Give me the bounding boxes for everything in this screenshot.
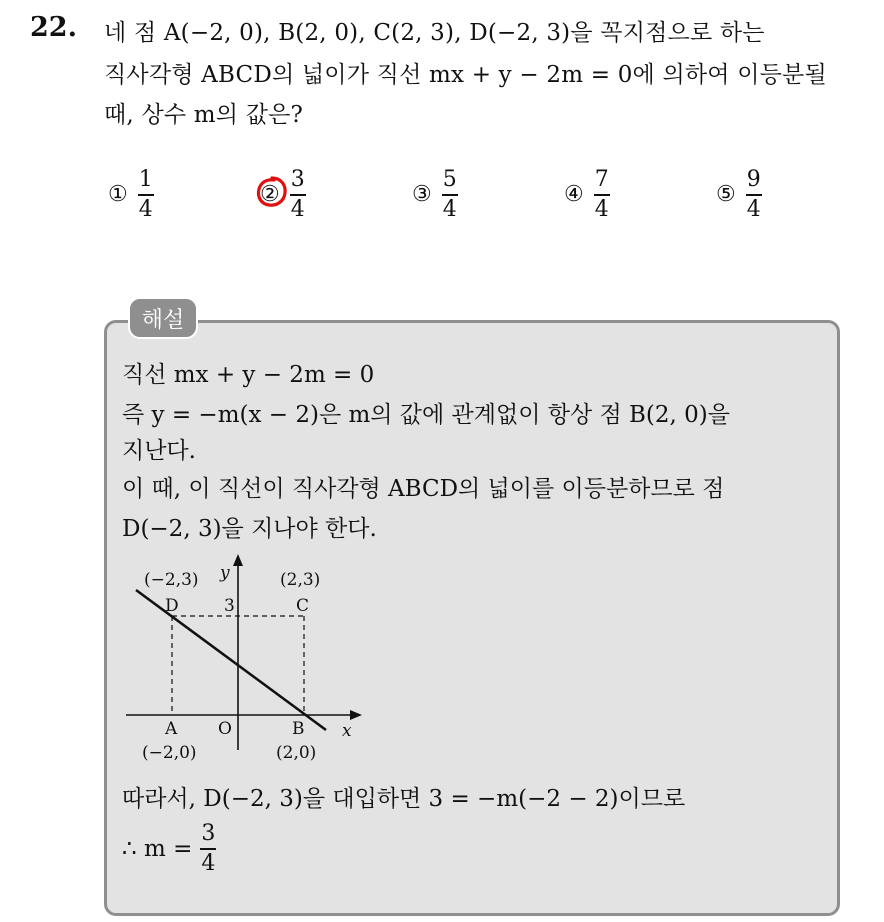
solution-line-2: 즉 y = −m(x − 2)은 m의 값에 관계없이 항상 점 B(2, 0)을 — [122, 402, 730, 428]
point-c-label: C — [296, 596, 310, 616]
choice-2[interactable] — [260, 168, 306, 222]
point-d-coord: (−2,3) — [144, 570, 199, 590]
numerator: 1 — [138, 167, 153, 192]
denominator: 4 — [138, 196, 153, 222]
point-b-label: B — [292, 719, 305, 739]
coordinate-graph — [120, 550, 370, 770]
choice-fraction — [290, 168, 306, 222]
point-a-coord: (−2,0) — [142, 743, 197, 763]
choice-number: ⑤ — [716, 182, 736, 208]
x-axis-arrow-icon — [350, 710, 362, 720]
final-fraction — [200, 822, 216, 876]
choice-number: ② — [260, 182, 280, 207]
question-number: 22. — [30, 12, 77, 43]
denominator: 4 — [594, 196, 609, 222]
point-b-coord: (2,0) — [276, 743, 317, 763]
denominator: 4 — [746, 196, 761, 222]
choice-number: ① — [108, 182, 128, 208]
choice-5[interactable] — [716, 168, 762, 222]
numerator: 9 — [746, 167, 761, 192]
denominator: 4 — [442, 196, 457, 222]
denominator: 4 — [201, 850, 216, 876]
numerator: 5 — [442, 167, 457, 192]
point-c-coord: (2,3) — [280, 570, 321, 590]
choice-fraction — [594, 168, 610, 222]
choice-1[interactable] — [108, 168, 154, 222]
solution-line-4: 이 때, 이 직선이 직사각형 ABCD의 넓이를 이등분하므로 점 — [122, 476, 725, 502]
question-text-line-1: 네 점 A(−2, 0), B(2, 0), C(2, 3), D(−2, 3)을 꼭지점으로 하는 — [104, 20, 765, 46]
choice-fraction — [442, 168, 458, 222]
y-tick-3: 3 — [224, 596, 235, 616]
y-axis-arrow-icon — [233, 554, 243, 566]
choice-number: ③ — [412, 182, 432, 208]
choice-fraction — [746, 168, 762, 222]
final-answer — [122, 822, 216, 876]
final-prefix: ∴ m = — [122, 835, 193, 862]
point-d-label: D — [165, 596, 179, 616]
numerator: 3 — [290, 167, 305, 192]
choice-3[interactable] — [412, 168, 458, 222]
solution-line-6: 따라서, D(−2, 3)을 대입하면 3 = −m(−2 − 2)이므로 — [122, 786, 686, 812]
origin-label: O — [218, 719, 232, 739]
choice-number: ④ — [564, 182, 584, 208]
numerator: 7 — [594, 167, 609, 192]
denominator: 4 — [290, 196, 305, 222]
choice-4[interactable] — [564, 168, 610, 222]
solution-badge: 해설 — [128, 297, 198, 339]
selected-answer-mark-icon — [255, 175, 289, 209]
numerator: 3 — [201, 821, 216, 846]
solution-line-1: 직선 mx + y − 2m = 0 — [122, 362, 375, 388]
point-a-label: A — [165, 719, 178, 739]
choice-fraction — [138, 168, 154, 222]
x-axis-label: x — [342, 721, 352, 741]
y-axis-label: y — [220, 563, 230, 583]
question-text-line-3: 때, 상수 m의 값은? — [104, 102, 304, 128]
solution-line-5: D(−2, 3)을 지나야 한다. — [122, 516, 377, 542]
question-text-line-2: 직사각형 ABCD의 넓이가 직선 mx + y − 2m = 0에 의하여 이등분될 — [104, 62, 827, 88]
solution-line-3: 지난다. — [122, 438, 196, 464]
